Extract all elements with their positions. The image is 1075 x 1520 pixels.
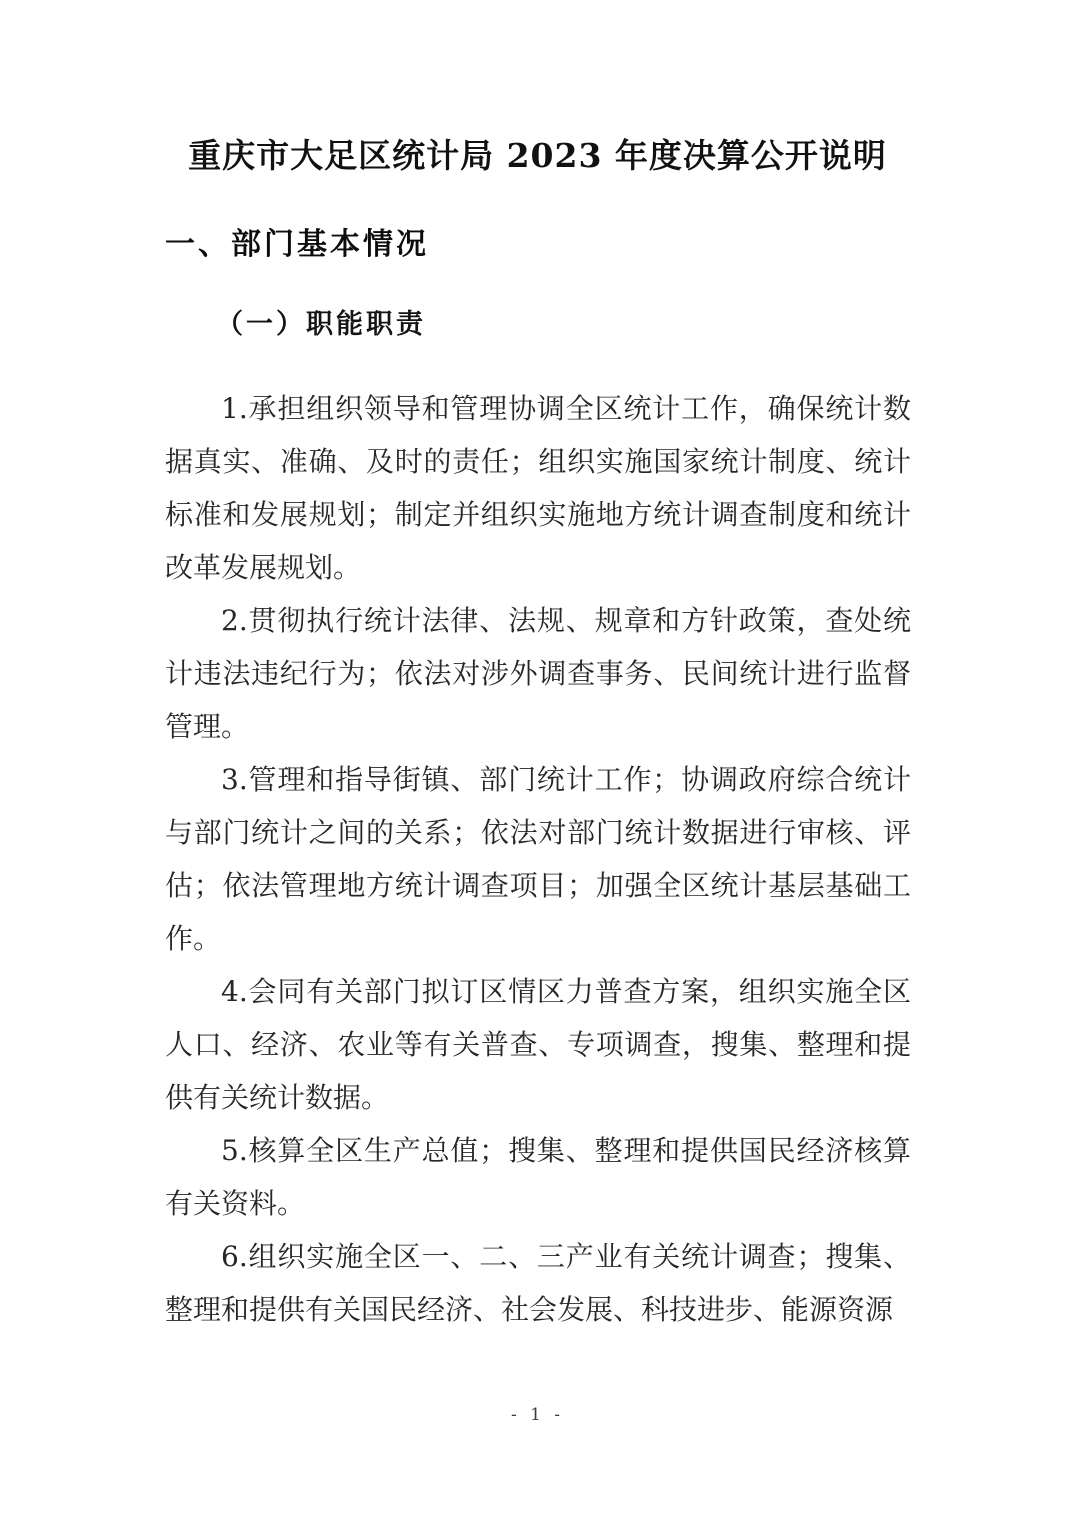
- paragraph-duty-1: 1.承担组织领导和管理协调全区统计工作，确保统计数据真实、准确、及时的责任；组织实施国家统计制度、统计标准和发展规划；制定并组织实施地方统计调查制度和统计改革发展规划。: [165, 392, 911, 584]
- subsection-heading-duties: （一）职能职责: [216, 309, 426, 340]
- paragraph-duty-6: 6.组织实施全区一、二、三产业有关统计调查；搜集、整理和提供有关国民经济、社会发展、科技进步、能源资源: [165, 1240, 911, 1326]
- paragraph-duty-3: 3.管理和指导街镇、部门统计工作；协调政府综合统计与部门统计之间的关系；依法对部门统计数据进行审核、评估；依法管理地方统计调查项目；加强全区统计基层基础工作。: [165, 763, 911, 955]
- paragraph-duty-2: 2.贯彻执行统计法律、法规、规章和方针政策，查处统计违法违纪行为；依法对涉外调查事务、民间统计进行监督管理。: [165, 604, 911, 743]
- document-title: 重庆市大足区统计局 2023 年度决算公开说明: [188, 136, 887, 175]
- paragraph-duty-5: 5.核算全区生产总值；搜集、整理和提供国民经济核算有关资料。: [165, 1134, 911, 1220]
- paragraph-duty-4: 4.会同有关部门拟订区情区力普查方案，组织实施全区人口、经济、农业等有关普查、专项调查，搜集、整理和提供有关统计数据。: [165, 975, 911, 1114]
- document-body: [165, 382, 911, 1336]
- page-number: - 1 -: [510, 1405, 565, 1425]
- section-heading-basic-info: 一、部门基本情况: [165, 228, 429, 261]
